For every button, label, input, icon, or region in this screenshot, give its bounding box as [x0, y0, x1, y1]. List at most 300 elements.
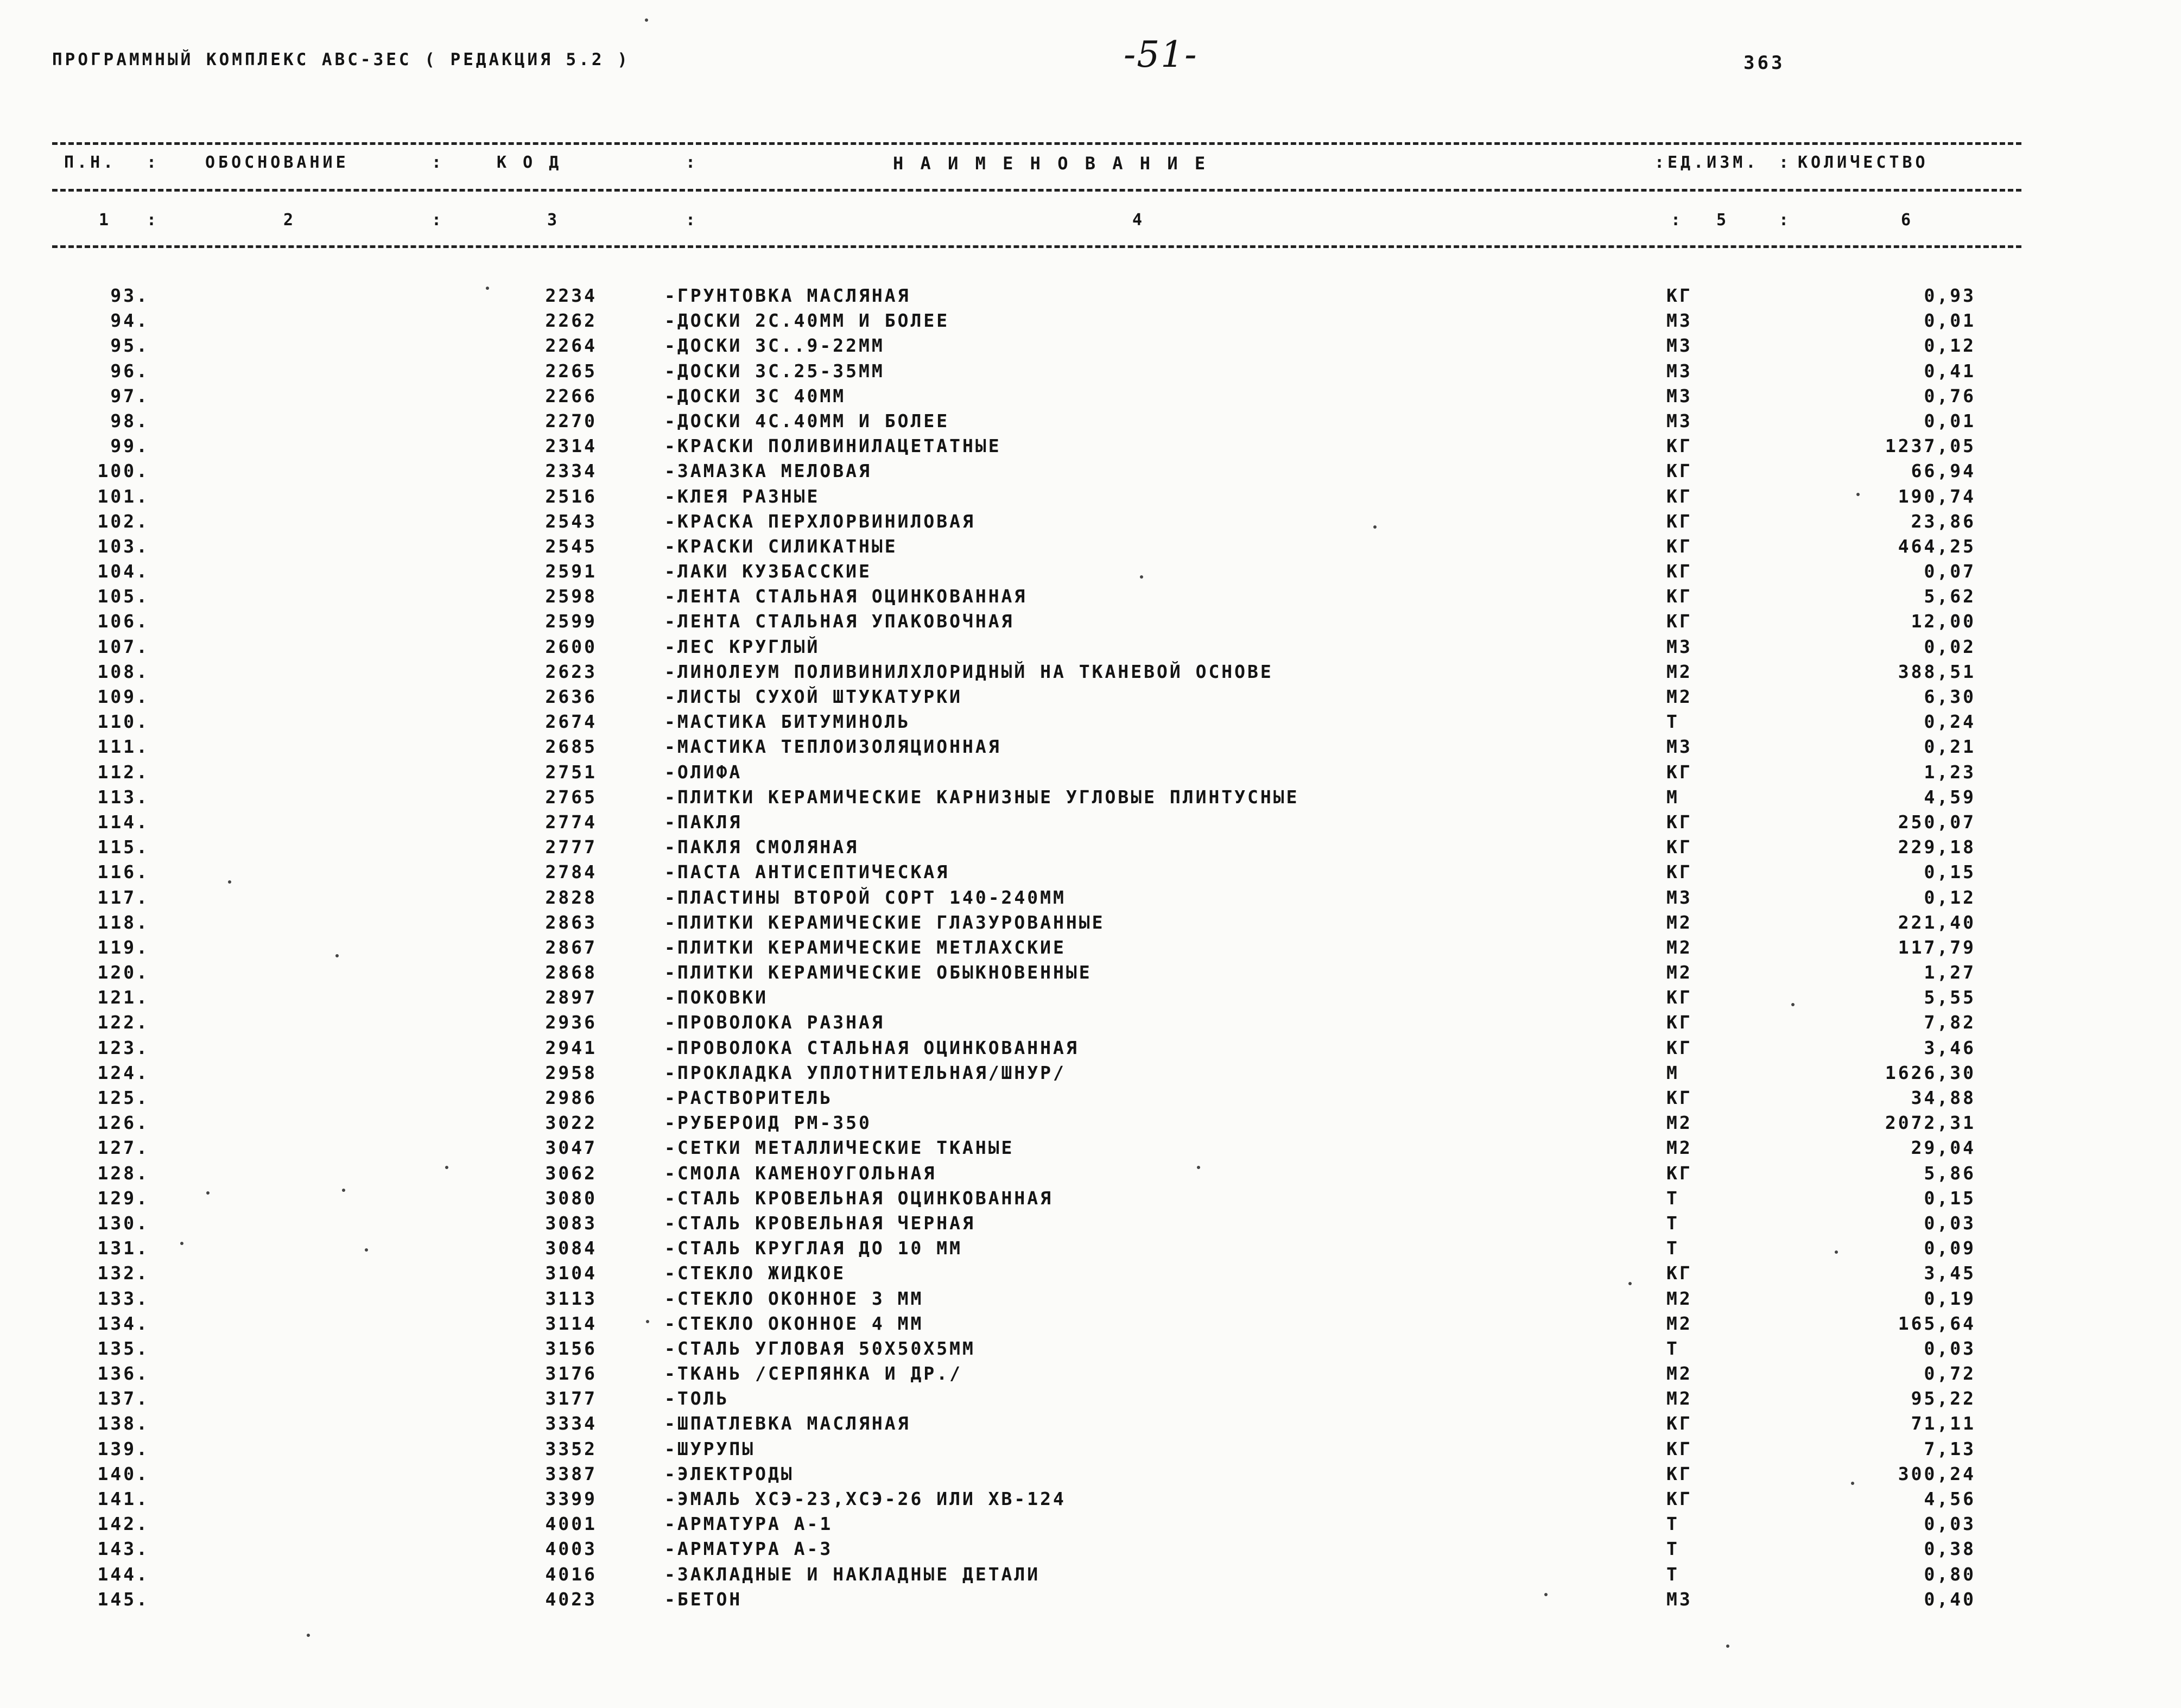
row-code: 2234	[545, 285, 597, 306]
scan-speck	[307, 1634, 310, 1637]
row-quantity: 165,64	[1898, 1312, 1976, 1334]
row-code: 3334	[545, 1413, 597, 1434]
row-quantity: 1,23	[1924, 761, 1976, 783]
row-code: 3080	[545, 1187, 597, 1209]
row-quantity: 1,27	[1924, 962, 1976, 983]
row-name: -ПАКЛЯ	[664, 811, 743, 833]
table-row	[0, 1188, 2181, 1212]
table-row	[0, 1112, 2181, 1137]
row-name: -КЛЕЯ РАЗНЫЕ	[664, 485, 820, 507]
row-number: 113.	[97, 786, 149, 808]
table-row	[0, 335, 2181, 360]
scan-speck	[335, 954, 339, 957]
row-code: 2685	[545, 736, 597, 758]
row-number: 125.	[97, 1087, 149, 1108]
table-row	[0, 912, 2181, 937]
scan-speck	[206, 1191, 210, 1195]
row-unit: М2	[1666, 1312, 1692, 1334]
row-quantity: 0,02	[1924, 636, 1976, 657]
scan-speck	[1628, 1282, 1632, 1285]
row-name: -АРМАТУРА А-1	[664, 1513, 833, 1535]
col-header-basis: ОБОСНОВАНИЕ	[205, 153, 349, 172]
row-unit: КГ	[1666, 535, 1692, 557]
row-quantity: 34,88	[1911, 1087, 1976, 1108]
row-name: -ПЛИТКИ КЕРАМИЧЕСКИЕ ОБЫКНОВЕННЫЕ	[664, 962, 1092, 983]
row-unit: М3	[1666, 310, 1692, 332]
table-row	[0, 486, 2181, 511]
row-number: 121.	[97, 987, 149, 1008]
col-header-name: Н А И М Е Н О В А Н И Е	[893, 153, 1209, 174]
row-number: 102.	[97, 510, 149, 532]
row-name: -СТАЛЬ УГЛОВАЯ 50Х50Х5ММ	[664, 1337, 975, 1359]
row-number: 131.	[97, 1237, 149, 1259]
row-name: -ПРОВОЛОКА СТАЛЬНАЯ ОЦИНКОВАННАЯ	[664, 1037, 1079, 1058]
row-code: 2334	[545, 460, 597, 482]
row-quantity: 6,30	[1924, 686, 1976, 707]
table-row	[0, 511, 2181, 536]
scan-speck	[1851, 1482, 1854, 1485]
row-code: 3352	[545, 1438, 597, 1459]
row-code: 2863	[545, 911, 597, 933]
row-quantity: 0,12	[1924, 335, 1976, 357]
table-row	[0, 937, 2181, 962]
row-code: 4001	[545, 1513, 597, 1535]
table-row	[0, 460, 2181, 485]
row-name: -ДОСКИ 4С.40ММ И БОЛЕЕ	[664, 410, 950, 431]
row-quantity: 0,38	[1924, 1538, 1976, 1560]
col-separator: :	[1779, 153, 1792, 172]
table-row	[0, 586, 2181, 611]
row-quantity: 221,40	[1898, 911, 1976, 933]
col-separator: :	[147, 211, 160, 230]
row-unit: М2	[1666, 1137, 1692, 1159]
scan-speck	[645, 18, 648, 22]
row-quantity: 66,94	[1911, 460, 1976, 482]
row-number: 137.	[97, 1388, 149, 1409]
row-unit: Т	[1666, 1538, 1679, 1560]
row-code: 2270	[545, 410, 597, 431]
row-number: 110.	[97, 711, 149, 733]
row-quantity: 0,21	[1924, 736, 1976, 758]
row-code: 2936	[545, 1012, 597, 1033]
row-code: 2958	[545, 1062, 597, 1083]
row-number: 142.	[97, 1513, 149, 1535]
row-quantity: 4,56	[1924, 1488, 1976, 1509]
row-number: 105.	[97, 586, 149, 607]
table-row	[0, 1288, 2181, 1313]
row-code: 4016	[545, 1563, 597, 1585]
row-unit: КГ	[1666, 1488, 1692, 1509]
row-quantity: 1626,30	[1885, 1062, 1976, 1083]
row-name: -ЛИСТЫ СУХОЙ ШТУКАТУРКИ	[664, 686, 962, 707]
row-number: 100.	[97, 460, 149, 482]
row-number: 118.	[97, 911, 149, 933]
row-number: 120.	[97, 962, 149, 983]
row-name: -ПАКЛЯ СМОЛЯНАЯ	[664, 836, 859, 858]
table-row	[0, 736, 2181, 761]
row-quantity: 7,13	[1924, 1438, 1976, 1459]
table-row	[0, 1262, 2181, 1287]
row-number: 95.	[110, 335, 149, 357]
row-quantity: 0,93	[1924, 285, 1976, 306]
row-name: -КРАСКИ СИЛИКАТНЫЕ	[664, 535, 898, 557]
row-unit: М2	[1666, 962, 1692, 983]
row-code: 2897	[545, 987, 597, 1008]
row-unit: М2	[1666, 661, 1692, 682]
row-unit: КГ	[1666, 987, 1692, 1008]
row-number: 98.	[110, 410, 149, 431]
row-code: 2941	[545, 1037, 597, 1058]
row-code: 3047	[545, 1137, 597, 1159]
sheet-number: 363	[1743, 52, 1785, 74]
table-row	[0, 1237, 2181, 1262]
row-number: 106.	[97, 611, 149, 632]
row-number: 112.	[97, 761, 149, 783]
row-number: 132.	[97, 1262, 149, 1284]
row-unit: Т	[1666, 1337, 1679, 1359]
table-row	[0, 1413, 2181, 1438]
row-name: -ШУРУПЫ	[664, 1438, 756, 1459]
row-quantity: 5,86	[1924, 1162, 1976, 1184]
row-quantity: 71,11	[1911, 1413, 1976, 1434]
row-unit: М2	[1666, 1363, 1692, 1385]
row-number: 140.	[97, 1463, 149, 1484]
row-quantity: 0,40	[1924, 1588, 1976, 1610]
row-quantity: 0,01	[1924, 310, 1976, 332]
col-header-n: П.Н.	[64, 153, 117, 172]
header-dashed-rule	[52, 189, 2021, 192]
row-quantity: 5,55	[1924, 987, 1976, 1008]
row-code: 2599	[545, 611, 597, 632]
row-code: 3399	[545, 1488, 597, 1509]
row-code: 2774	[545, 811, 597, 833]
row-name: -ЭМАЛЬ ХСЭ-23,ХСЭ-26 ИЛИ ХВ-124	[664, 1488, 1066, 1509]
table-row	[0, 310, 2181, 335]
row-quantity: 0,07	[1924, 561, 1976, 582]
row-quantity: 7,82	[1924, 1012, 1976, 1033]
row-quantity: 0,76	[1924, 385, 1976, 407]
row-code: 3176	[545, 1363, 597, 1385]
table-row	[0, 811, 2181, 836]
row-name: -ТКАНЬ /СЕРПЯНКА И ДР./	[664, 1363, 962, 1385]
col-separator: :	[147, 153, 160, 172]
row-name: -ЛАКИ КУЗБАССКИЕ	[664, 561, 872, 582]
row-code: 3084	[545, 1237, 597, 1259]
row-unit: М3	[1666, 886, 1692, 908]
table-row	[0, 1087, 2181, 1112]
row-code: 3156	[545, 1337, 597, 1359]
row-unit: М	[1666, 1062, 1679, 1083]
table-row	[0, 661, 2181, 686]
row-name: -ЭЛЕКТРОДЫ	[664, 1463, 794, 1484]
scan-speck	[1835, 1250, 1838, 1254]
row-name: -РАСТВОРИТЕЛЬ	[664, 1087, 833, 1108]
row-code: 3062	[545, 1162, 597, 1184]
row-name: -КРАСКА ПЕРХЛОРВИНИЛОВАЯ	[664, 510, 975, 532]
program-header: ПРОГРАММНЫЙ КОМПЛЕКС АВС-ЗЕС ( РЕДАКЦИЯ 5.2 )	[52, 50, 630, 69]
scan-speck	[365, 1248, 368, 1252]
row-unit: КГ	[1666, 561, 1692, 582]
table-row	[0, 1488, 2181, 1513]
row-number: 129.	[97, 1187, 149, 1209]
scan-speck	[228, 880, 231, 884]
table-row	[0, 285, 2181, 310]
col-number-name: 4	[1132, 211, 1146, 230]
row-quantity: 0,24	[1924, 711, 1976, 733]
row-code: 3114	[545, 1312, 597, 1334]
row-number: 135.	[97, 1337, 149, 1359]
table-row	[0, 1513, 2181, 1538]
scan-speck	[1791, 1003, 1795, 1006]
row-name: -СМОЛА КАМЕНОУГОЛЬНАЯ	[664, 1162, 937, 1184]
table-row	[0, 1313, 2181, 1338]
row-unit: М	[1666, 786, 1679, 808]
row-code: 2265	[545, 360, 597, 382]
row-number: 123.	[97, 1037, 149, 1058]
table-row	[0, 711, 2181, 736]
row-code: 2986	[545, 1087, 597, 1108]
table-row	[0, 1163, 2181, 1188]
row-number: 104.	[97, 561, 149, 582]
row-unit: КГ	[1666, 1413, 1692, 1434]
row-name: -ПЛИТКИ КЕРАМИЧЕСКИЕ МЕТЛАХСКИЕ	[664, 936, 1066, 958]
row-name: -ПЛИТКИ КЕРАМИЧЕСКИЕ ГЛАЗУРОВАННЫЕ	[664, 911, 1105, 933]
col-header-code: К О Д	[497, 153, 562, 172]
row-unit: КГ	[1666, 836, 1692, 858]
col-separator: :	[1654, 153, 1668, 172]
row-code: 2674	[545, 711, 597, 733]
row-unit: М3	[1666, 410, 1692, 431]
row-quantity: 250,07	[1898, 811, 1976, 833]
row-code: 3083	[545, 1212, 597, 1234]
row-unit: Т	[1666, 1187, 1679, 1209]
row-name: -ДОСКИ 3С 40ММ	[664, 385, 846, 407]
row-number: 101.	[97, 485, 149, 507]
table-row	[0, 887, 2181, 912]
row-quantity: 3,46	[1924, 1037, 1976, 1058]
col-separator: :	[686, 211, 699, 230]
table-row	[0, 1388, 2181, 1413]
row-code: 2777	[545, 836, 597, 858]
row-quantity: 0,03	[1924, 1212, 1976, 1234]
row-name: -ДОСКИ 3С.25-35ММ	[664, 360, 885, 382]
row-unit: КГ	[1666, 1012, 1692, 1033]
row-quantity: 12,00	[1911, 611, 1976, 632]
row-number: 128.	[97, 1162, 149, 1184]
table-row	[0, 410, 2181, 435]
col-number-qty: 6	[1901, 211, 1914, 230]
table-row	[0, 1212, 2181, 1237]
row-quantity: 95,22	[1911, 1388, 1976, 1409]
row-unit: КГ	[1666, 811, 1692, 833]
row-name: -СТАЛЬ КРОВЕЛЬНАЯ ОЦИНКОВАННАЯ	[664, 1187, 1054, 1209]
row-code: 3104	[545, 1262, 597, 1284]
scan-speck	[342, 1189, 345, 1192]
col-separator: :	[432, 211, 445, 230]
table-row	[0, 360, 2181, 385]
row-number: 97.	[110, 385, 149, 407]
row-code: 2600	[545, 636, 597, 657]
row-quantity: 0,01	[1924, 410, 1976, 431]
table-row	[0, 611, 2181, 636]
scan-speck	[445, 1166, 448, 1169]
row-number: 133.	[97, 1287, 149, 1309]
row-name: -СТАЛЬ КРУГЛАЯ ДО 10 ММ	[664, 1237, 962, 1259]
row-number: 94.	[110, 310, 149, 332]
row-unit: М3	[1666, 385, 1692, 407]
row-quantity: 300,24	[1898, 1463, 1976, 1484]
top-dashed-rule	[52, 142, 2021, 145]
row-quantity: 1237,05	[1885, 435, 1976, 457]
scan-speck	[1197, 1166, 1200, 1169]
table-row	[0, 861, 2181, 886]
scan-speck	[180, 1242, 183, 1245]
row-number: 127.	[97, 1137, 149, 1159]
row-code: 3387	[545, 1463, 597, 1484]
row-name: -ПЛИТКИ КЕРАМИЧЕСКИЕ КАРНИЗНЫЕ УГЛОВЫЕ ПЛИНТУСНЫЕ	[664, 786, 1299, 808]
row-code: 2784	[545, 861, 597, 883]
row-number: 138.	[97, 1413, 149, 1434]
row-name: -ЛИНОЛЕУМ ПОЛИВИНИЛХЛОРИДНЫЙ НА ТКАНЕВОЙ ОСНОВЕ	[664, 661, 1273, 682]
row-quantity: 190,74	[1898, 485, 1976, 507]
row-unit: КГ	[1666, 1037, 1692, 1058]
row-code: 2623	[545, 661, 597, 682]
row-code: 2598	[545, 586, 597, 607]
row-number: 144.	[97, 1563, 149, 1585]
row-name: -ЛЕС КРУГЛЫЙ	[664, 636, 820, 657]
row-code: 2266	[545, 385, 597, 407]
row-code: 3177	[545, 1388, 597, 1409]
table-row	[0, 1589, 2181, 1614]
row-unit: М2	[1666, 911, 1692, 933]
row-unit: М2	[1666, 936, 1692, 958]
row-number: 139.	[97, 1438, 149, 1459]
table-row	[0, 1062, 2181, 1087]
row-code: 2765	[545, 786, 597, 808]
row-quantity: 2072,31	[1885, 1112, 1976, 1134]
row-code: 2868	[545, 962, 597, 983]
row-unit: КГ	[1666, 1438, 1692, 1459]
scan-speck	[486, 287, 489, 290]
row-number: 130.	[97, 1212, 149, 1234]
row-unit: М2	[1666, 686, 1692, 707]
row-name: -СТЕКЛО ЖИДКОЕ	[664, 1262, 846, 1284]
row-unit: КГ	[1666, 485, 1692, 507]
table-row	[0, 836, 2181, 861]
row-code: 2636	[545, 686, 597, 707]
row-number: 116.	[97, 861, 149, 883]
row-name: -СТАЛЬ КРОВЕЛЬНАЯ ЧЕРНАЯ	[664, 1212, 975, 1234]
row-unit: КГ	[1666, 285, 1692, 306]
row-unit: М3	[1666, 1588, 1692, 1610]
row-name: -ШПАТЛЕВКА МАСЛЯНАЯ	[664, 1413, 911, 1434]
table-row	[0, 1463, 2181, 1488]
row-name: -МАСТИКА ТЕПЛОИЗОЛЯЦИОННАЯ	[664, 736, 1001, 758]
row-unit: КГ	[1666, 611, 1692, 632]
table-row	[0, 1363, 2181, 1388]
row-unit: КГ	[1666, 761, 1692, 783]
row-number: 117.	[97, 886, 149, 908]
table-row	[0, 1137, 2181, 1162]
row-code: 2543	[545, 510, 597, 532]
row-number: 136.	[97, 1363, 149, 1385]
table-row	[0, 561, 2181, 586]
table-row	[0, 962, 2181, 987]
row-code: 2516	[545, 485, 597, 507]
table-row	[0, 761, 2181, 786]
row-name: -ЗАКЛАДНЫЕ И НАКЛАДНЫЕ ДЕТАЛИ	[664, 1563, 1041, 1585]
row-number: 124.	[97, 1062, 149, 1083]
row-name: -ПАСТА АНТИСЕПТИЧЕСКАЯ	[664, 861, 950, 883]
col-number-n: 1	[99, 211, 112, 230]
row-code: 2867	[545, 936, 597, 958]
row-quantity: 229,18	[1898, 836, 1976, 858]
col-separator: :	[1671, 211, 1684, 230]
row-unit: М2	[1666, 1388, 1692, 1409]
row-number: 107.	[97, 636, 149, 657]
row-name: -ЛЕНТА СТАЛЬНАЯ УПАКОВОЧНАЯ	[664, 611, 1015, 632]
row-unit: КГ	[1666, 1162, 1692, 1184]
row-name: -ЗАМАЗКА МЕЛОВАЯ	[664, 460, 872, 482]
row-quantity: 0,41	[1924, 360, 1976, 382]
table-row	[0, 786, 2181, 811]
row-quantity: 0,19	[1924, 1287, 1976, 1309]
row-code: 2591	[545, 561, 597, 582]
row-number: 114.	[97, 811, 149, 833]
row-number: 145.	[97, 1588, 149, 1610]
row-code: 2751	[545, 761, 597, 783]
table-row	[0, 536, 2181, 561]
row-quantity: 0,12	[1924, 886, 1976, 908]
row-unit: Т	[1666, 1513, 1679, 1535]
table-row	[0, 1012, 2181, 1037]
materials-table-body	[0, 285, 2181, 1614]
row-unit: Т	[1666, 1563, 1679, 1585]
scan-speck	[1856, 493, 1860, 496]
col-separator: :	[686, 153, 699, 172]
col-header-qty: КОЛИЧЕСТВО	[1798, 153, 1929, 172]
row-name: -ПРОВОЛОКА РАЗНАЯ	[664, 1012, 885, 1033]
row-unit: КГ	[1666, 510, 1692, 532]
row-code: 2545	[545, 535, 597, 557]
table-row	[0, 1538, 2181, 1563]
row-name: -ПОКОВКИ	[664, 987, 768, 1008]
table-row	[0, 636, 2181, 661]
row-quantity: 388,51	[1898, 661, 1976, 682]
col-separator: :	[1779, 211, 1792, 230]
row-unit: М2	[1666, 1112, 1692, 1134]
row-unit: КГ	[1666, 1087, 1692, 1108]
table-row	[0, 987, 2181, 1012]
row-name: -СЕТКИ МЕТАЛЛИЧЕСКИЕ ТКАНЫЕ	[664, 1137, 1015, 1159]
row-unit: КГ	[1666, 861, 1692, 883]
row-quantity: 117,79	[1898, 936, 1976, 958]
row-code: 2264	[545, 335, 597, 357]
row-number: 126.	[97, 1112, 149, 1134]
row-number: 122.	[97, 1012, 149, 1033]
row-name: -КРАСКИ ПОЛИВИНИЛАЦЕТАТНЫЕ	[664, 435, 1001, 457]
row-name: -РУБЕРОИД РМ-350	[664, 1112, 872, 1134]
row-quantity: 464,25	[1898, 535, 1976, 557]
row-quantity: 0,09	[1924, 1237, 1976, 1259]
row-name: -ПЛАСТИНЫ ВТОРОЙ СОРТ 140-240ММ	[664, 886, 1066, 908]
row-quantity: 29,04	[1911, 1137, 1976, 1159]
row-unit: Т	[1666, 1237, 1679, 1259]
row-quantity: 5,62	[1924, 586, 1976, 607]
row-code: 2828	[545, 886, 597, 908]
row-number: 111.	[97, 736, 149, 758]
table-row	[0, 1037, 2181, 1062]
